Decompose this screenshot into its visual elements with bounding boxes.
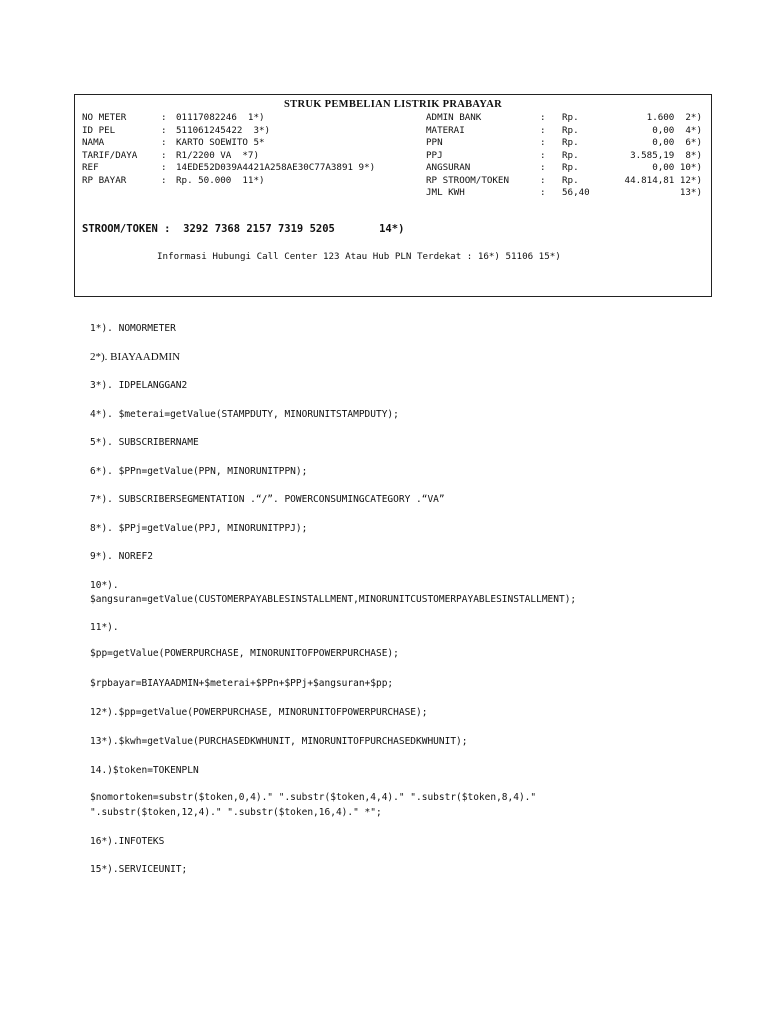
note-line: 13*).$kwh=getValue(PURCHASEDKWHUNIT, MINORUNITOFPURCHASEDKWHUNIT);	[90, 736, 468, 747]
receipt-right-amount: 0,00 4*)	[652, 124, 702, 136]
note-line: $nomortoken=substr($token,0,4)." ".substr($token,4,4)." ".substr($token,8,4)."	[90, 792, 537, 803]
receipt-left-label: RP BAYAR	[82, 174, 127, 186]
note-line: $rpbayar=BIAYAADMIN+$meterai+$PPn+$PPj+$angsuran+$pp;	[90, 678, 394, 689]
note-line: 16*).INFOTEKS	[90, 836, 165, 847]
note-line: 11*).	[90, 622, 119, 633]
receipt-title: STRUK PEMBELIAN LISTRIK PRABAYAR	[284, 99, 502, 110]
note-line: 10*).	[90, 580, 119, 591]
receipt-right-label: ANGSURAN	[426, 162, 471, 173]
receipt-right-row	[75, 150, 711, 162]
receipt-left-colon: :	[161, 112, 167, 123]
receipt-right-label: PPN	[426, 137, 443, 148]
receipt-left-value: Rp. 50.000 11*)	[176, 174, 265, 186]
note-line: 12*).$pp=getValue(POWERPURCHASE, MINORUNITOFPOWERPURCHASE);	[90, 707, 428, 718]
receipt-right-row	[75, 125, 711, 137]
receipt-right-colon: :	[540, 162, 546, 173]
receipt-right-colon: :	[540, 137, 546, 148]
receipt-right-currency: 56,40	[562, 187, 590, 198]
receipt-left-colon: :	[161, 149, 167, 161]
receipt-right-colon: :	[540, 187, 546, 198]
receipt-left-colon: :	[161, 162, 167, 173]
receipt-right-amount: 0,00 6*)	[652, 137, 702, 148]
receipt-left-colon: :	[161, 124, 167, 136]
note-line: 8*). $PPj=getValue(PPJ, MINORUNITPPJ);	[90, 523, 308, 534]
receipt-right-row	[75, 175, 711, 187]
note-line: 14.)$token=TOKENPLN	[90, 765, 199, 776]
receipt-right-label: MATERAI	[426, 124, 465, 136]
receipt-right-colon: :	[540, 174, 546, 186]
receipt-right-currency: Rp.	[562, 149, 579, 161]
receipt-right-amount: 13*)	[679, 187, 702, 198]
note-line: $pp=getValue(POWERPURCHASE, MINORUNITOFPOWERPURCHASE);	[90, 648, 399, 659]
receipt-right-colon: :	[540, 149, 546, 161]
receipt-right-row	[75, 162, 711, 174]
note-line: ".substr($token,12,4)." ".substr($token,16,4)." *";	[90, 807, 382, 818]
receipt-right-currency: Rp.	[562, 174, 579, 186]
receipt-left-value: 01117082246 1*)	[176, 112, 265, 123]
receipt-left-label: TARIF/DAYA	[82, 149, 138, 161]
receipt-right-colon: :	[540, 124, 546, 136]
receipt-right-colon: :	[540, 112, 546, 123]
note-line: 7*). SUBSCRIBERSEGMENTATION .“/”. POWERCONSUMINGCATEGORY .“VA”	[90, 494, 445, 505]
receipt-right-label: PPJ	[426, 149, 443, 161]
note-line: 4*). $meterai=getValue(STAMPDUTY, MINORUNITSTAMPDUTY);	[90, 409, 399, 420]
note-line: 1*). NOMORMETER	[90, 323, 176, 334]
receipt-left-value: 511061245422 3*)	[176, 124, 271, 136]
token-line: STROOM/TOKEN : 3292 7368 2157 7319 5205 14*)	[82, 223, 405, 235]
receipt-right-label: JML KWH	[426, 187, 465, 198]
receipt-right-label: RP STROOM/TOKEN	[426, 174, 509, 186]
receipt-left-value: 14EDE52D039A4421A258AE30C77A3891 9*)	[176, 162, 376, 173]
receipt-left-label: ID PEL	[82, 124, 116, 136]
receipt-right-currency: Rp.	[562, 112, 579, 123]
receipt-right-amount: 3.585,19 8*)	[630, 149, 702, 161]
receipt-right-row	[75, 137, 711, 149]
receipt-right-currency: Rp.	[562, 137, 579, 148]
receipt-right-row	[75, 112, 711, 124]
receipt-left-label: NAMA	[82, 137, 105, 148]
receipt-box	[74, 94, 712, 297]
note-line: 6*). $PPn=getValue(PPN, MINORUNITPPN);	[90, 466, 308, 477]
receipt-right-label: ADMIN BANK	[426, 112, 482, 123]
note-line: 9*). NOREF2	[90, 551, 153, 562]
receipt-left-colon: :	[161, 174, 167, 186]
receipt-right-currency: Rp.	[562, 162, 579, 173]
note-line: 3*). IDPELANGGAN2	[90, 380, 188, 391]
receipt-left-label: NO METER	[82, 112, 127, 123]
receipt-left-value: KARTO SOEWITO 5*	[176, 137, 265, 148]
receipt-left-value: R1/2200 VA *7)	[176, 149, 259, 161]
receipt-right-amount: 44.814,81 12*)	[624, 174, 702, 186]
note-line: 15*).SERVICEUNIT;	[90, 864, 188, 875]
receipt-right-amount: 0,00 10*)	[652, 162, 702, 173]
receipt-right-amount: 1.600 2*)	[646, 112, 702, 123]
receipt-right-row	[75, 187, 711, 199]
receipt-right-currency: Rp.	[562, 124, 579, 136]
note-line: $angsuran=getValue(CUSTOMERPAYABLESINSTALLMENT,MINORUNITCUSTOMERPAYABLESINSTALLMENT);	[90, 594, 577, 605]
receipt-left-colon: :	[161, 137, 167, 148]
info-line: Informasi Hubungi Call Center 123 Atau Hub PLN Terdekat : 16*) 51106 15*)	[157, 251, 561, 262]
note-line: 2*). BIAYAADMIN	[90, 351, 181, 363]
note-line: 5*). SUBSCRIBERNAME	[90, 437, 199, 448]
receipt-left-label: REF	[82, 162, 99, 173]
